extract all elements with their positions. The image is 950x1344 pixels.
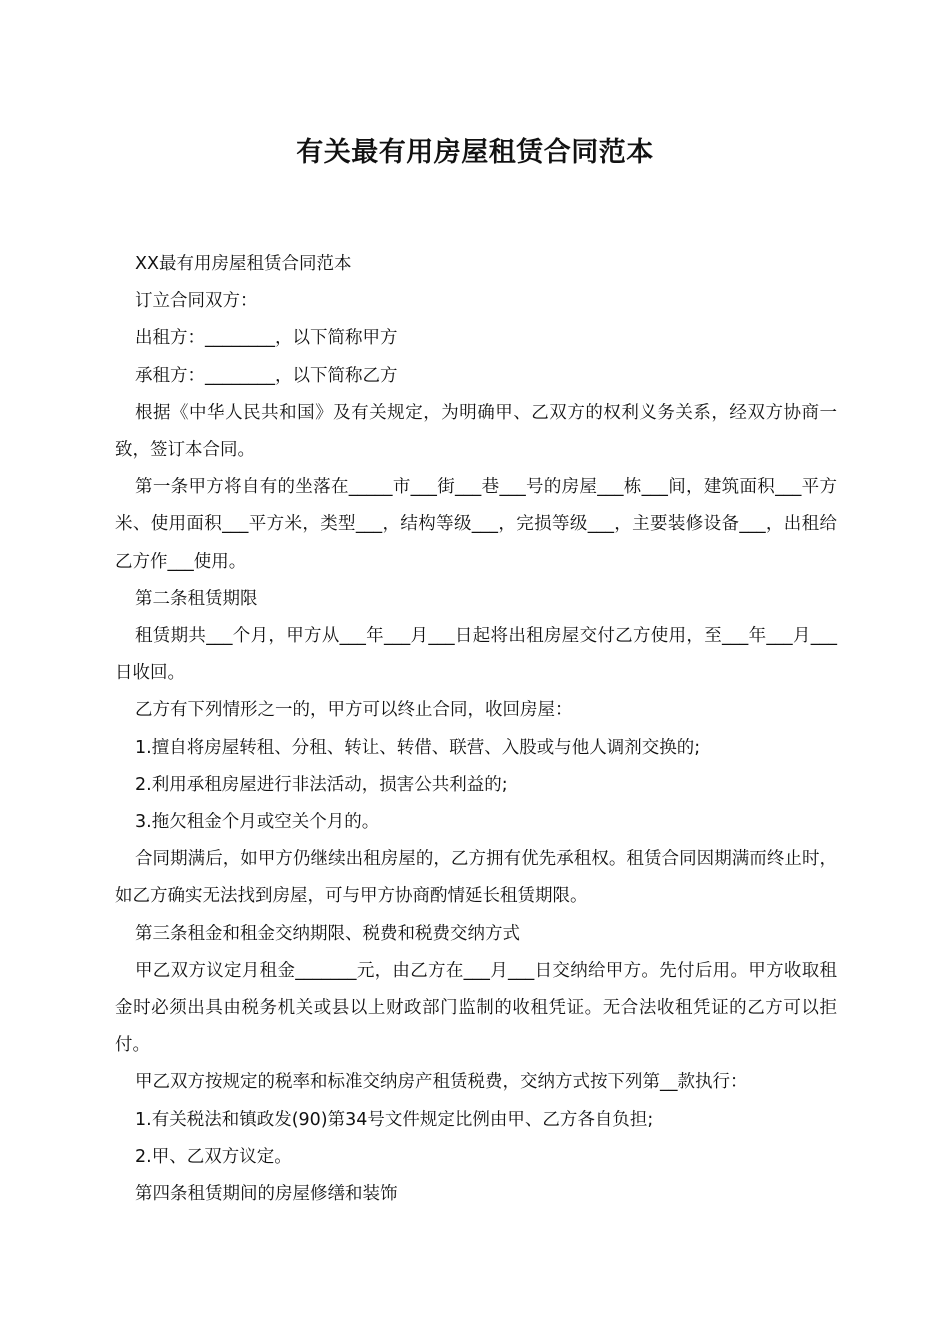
preamble-paragraph: 根据《中华人民共和国》及有关规定，为明确甲、乙双方的权利义务关系，经双方协商一致，签订本合同。 bbox=[115, 402, 837, 461]
termination-item-2: 2.利用承租房屋进行非法活动，损害公共利益的; bbox=[135, 774, 508, 795]
doc-subtitle: XX最有用房屋租赁合同范本 bbox=[135, 254, 352, 274]
renewal-paragraph: 合同期满后，如甲方仍继续出租房屋的，乙方拥有优先承租权。租赁合同因期满而终止时，如乙方确实无法找到房屋，可与甲方协商酌情延长租赁期限。 bbox=[115, 849, 837, 907]
termination-item-3: 3.拖欠租金个月或空关个月的。 bbox=[135, 812, 380, 833]
tax-item-1: 1.有关税法和镇政发(90)第34号文件规定比例由甲、乙方各自负担; bbox=[135, 1109, 654, 1130]
document-body bbox=[115, 246, 837, 1213]
article-3-heading: 第三条租金和租金交纳期限、税费和税费交纳方式 bbox=[135, 923, 520, 944]
termination-intro: 乙方有下列情形之一的，甲方可以终止合同，收回房屋： bbox=[135, 700, 573, 721]
lessor-line: 出租方：________，以下简称甲方 bbox=[135, 328, 398, 349]
article-2-heading: 第二条租赁期限 bbox=[135, 588, 258, 609]
document-title: 有关最有用房屋租赁合同范本 bbox=[296, 137, 654, 168]
parties-heading: 订立合同双方： bbox=[135, 291, 258, 312]
lessee-line: 承租方：________，以下简称乙方 bbox=[135, 365, 398, 386]
rent-paragraph: 甲乙双方议定月租金_______元，由乙方在___月___日交纳给甲方。先付后用。甲方收取租金时必须出具由税务机关或县以上财政部门监制的收租凭证。无合法收租凭证的乙方可以拒付。 bbox=[115, 960, 837, 1056]
article-4-heading: 第四条租赁期间的房屋修缮和装饰 bbox=[135, 1184, 398, 1205]
tax-paragraph: 甲乙双方按规定的税率和标准交纳房产租赁税费，交纳方式按下列第__款执行： bbox=[135, 1072, 748, 1093]
tax-item-2: 2.甲、乙双方议定。 bbox=[135, 1146, 292, 1167]
lease-term-paragraph: 租赁期共___个月，甲方从___年___月___日起将出租房屋交付乙方使用，至___年___月___日收回。 bbox=[115, 626, 837, 684]
termination-item-1: 1.擅自将房屋转租、分租、转让、转借、联营、入股或与他人调剂交换的; bbox=[135, 737, 701, 758]
article-1-paragraph: 第一条甲方将自有的坐落在_____市___街___巷___号的房屋___栋___间，建筑面积___平方米、使用面积___平方米，类型___，结构等级___，完损等级___，主要装修设备___，出租给乙方作___使用。 bbox=[115, 477, 837, 572]
